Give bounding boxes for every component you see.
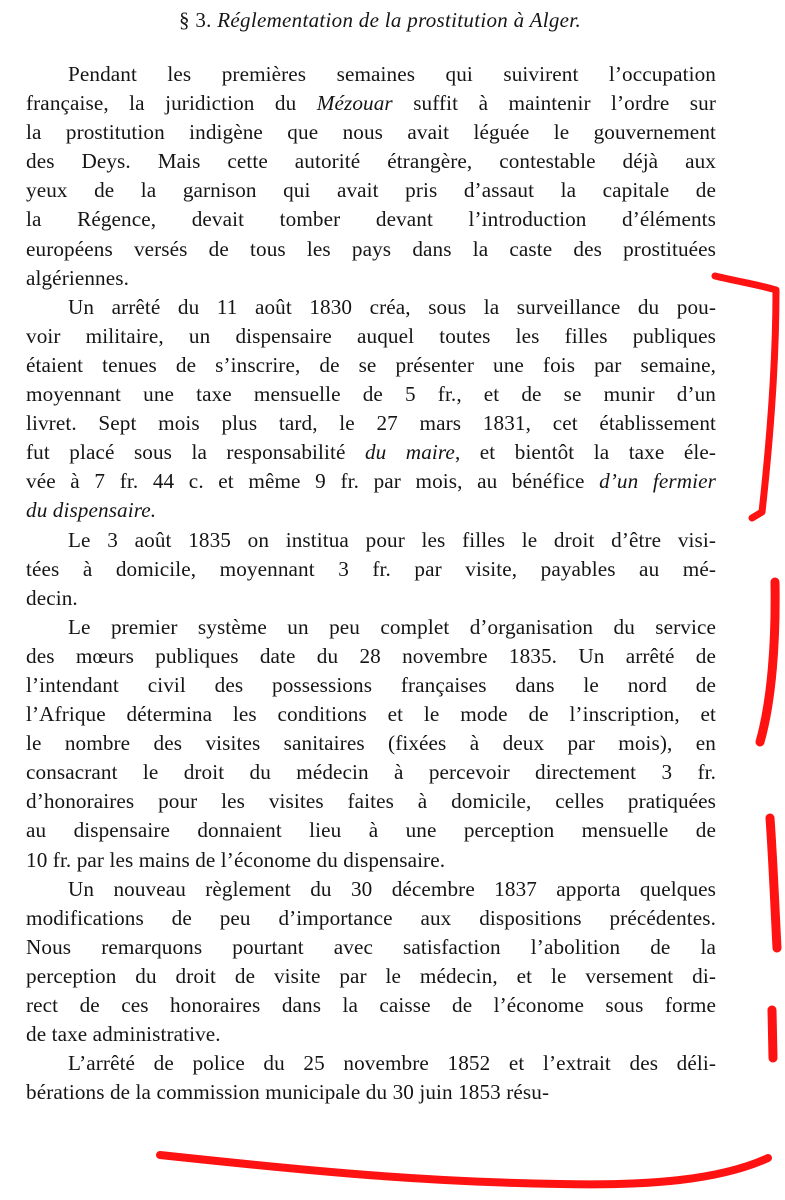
text-line: decin. [26,585,78,610]
text-line: européens versés de tous les pays dans la caste des prostituées [26,236,716,261]
red-margin-line [770,818,777,948]
text-line: Un nouveau règlement du 30 décembre 1837 apporta quelques [68,876,716,901]
text-line: perception du droit de visite par le médecin, et le versement di- [26,963,716,988]
paragraph [26,613,716,875]
text-line: voir militaire, un dispensaire auquel toutes les filles publiques [26,323,716,348]
text-line: de taxe administrative. [26,1022,221,1047]
red-margin-line [760,582,775,742]
text-line: tées à domicile, moyennant 3 fr. par visite, payables au mé- [26,556,716,581]
text-line: d’honoraires pour les visites faites à domicile, celles pratiquées [26,789,716,814]
paragraph [26,875,716,1050]
paragraph [26,526,716,613]
section-number: § 3. [179,8,212,32]
text-line: fut placé sous la responsabilité du maire, et bientôt la taxe éle- [26,440,716,465]
red-underline-mark [160,1155,768,1184]
text-line: Pendant les premières semaines qui suivirent l’occupation [68,62,716,86]
text-line: Un arrêté du 11 août 1830 créa, sous la surveillance du pou- [68,294,716,319]
text-line: yeux de la garnison qui avait pris d’assaut la capitale de [26,178,716,203]
text-line: consacrant le droit du médecin à percevoir directement 3 fr. [26,760,716,785]
text-line: vée à 7 fr. 44 c. et même 9 fr. par mois, au bénéfice d’un fermier [26,469,716,494]
text-line: la Régence, devait tomber devant l’introduction d’éléments [26,207,716,232]
text-line: L’arrêté de police du 25 novembre 1852 et l’extrait des déli- [68,1051,716,1076]
text-line: des mœurs publiques date du 28 novembre 1835. Un arrêté de [26,643,716,668]
text-line: Le premier système un peu complet d’organisation du service [68,614,716,639]
text-line: algériennes. [26,265,129,290]
paragraph [26,60,716,293]
text-line: bérations de la commission municipale du 30 juin 1853 résu- [26,1080,550,1105]
text-line: du dispensaire. [26,498,157,523]
red-margin-line [772,1010,773,1058]
text-line: moyennant une taxe mensuelle de 5 fr., et de se munir d’un [26,382,716,407]
text-line: Nous remarquons pourtant avec satisfaction l’abolition de la [26,934,716,959]
text-line: le nombre des visites sanitaires (fixées à deux par mois), en [26,731,716,756]
text-line: étaient tenues de s’inscrire, de se présenter une fois par semaine, [26,352,716,377]
text-line: 10 fr. par les mains de l’économe du dispensaire. [26,847,446,872]
paragraph [26,1049,716,1107]
text-line: la prostitution indigène que nous avait léguée le gouvernement [26,120,716,145]
text-line: Le 3 août 1835 on institua pour les filles le droit d’être visi- [68,527,716,552]
text-line: l’Afrique détermina les conditions et le mode de l’inscription, et [26,702,716,727]
text-line: rect de ces honoraires dans la caisse de l’économe sous forme [26,993,716,1017]
text-line: l’intendant civil des possessions françaises dans le nord de [26,672,716,697]
text-line: française, la juridiction du Mézouar suffit à maintenir l’ordre sur [26,91,716,116]
section-heading [0,8,760,33]
text-line: modifications de peu d’importance aux dispositions précédentes. [26,905,716,930]
paragraph [26,293,716,526]
red-bracket-mark [715,276,776,518]
text-line: au dispensaire donnaient lieu à une perception mensuelle de [26,818,716,843]
text-line: livret. Sept mois plus tard, le 27 mars 1831, cet établissement [26,411,716,436]
section-title: Réglementation de la prostitution à Alger. [217,8,581,32]
body-text [26,60,716,1107]
text-line: des Deys. Mais cette autorité étrangère, contestable déjà aux [26,149,716,174]
